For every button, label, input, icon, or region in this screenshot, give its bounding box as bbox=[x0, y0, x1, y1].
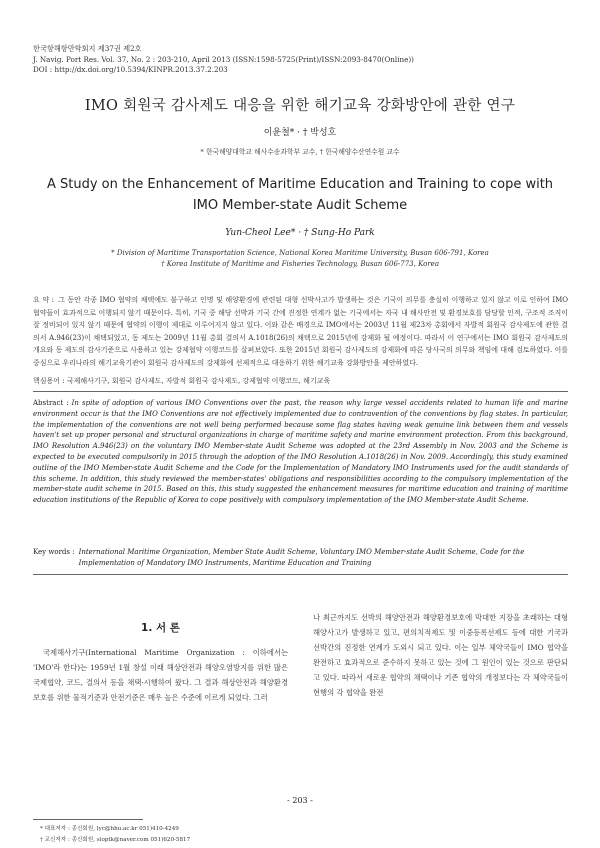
divider-top bbox=[33, 391, 568, 392]
title-korean: IMO 회원국 감사제도 대응을 위한 해기교육 강화방안에 관한 연구 bbox=[84, 98, 516, 114]
authors-korean: 이윤철* · † 박성호 bbox=[263, 128, 337, 138]
footnote-2: † 교신저자 : 종신회원, sloptk@naver.com 051)620-5817 bbox=[40, 837, 191, 843]
abstract-korean-text: 그 동안 각종 IMO 협약의 채택에도 불구하고 인명 및 해양환경에 관련된 대형 선박사고가 발생하는 것은 기국이 의무를 충실히 이행하고 있지 않고 이로 인하여 IMO 협약들이 효과적으로 이행되지 않기 때문이다. 특히, 기국 중 해당 선박과 기국 간에 진정한 연계가 없는 기국에서는 자국 내 해사안전 및 환경보호를 담당할 인적, 구조적 조직이 잘 정비되어 있지 않기 때문에 협약의 이행이 제대로 이루어지지 않고 있다. 이와 같은 배경으로 IMO에서는 2003년 11월 제23차 총회에서 자발적 회원국 감사제도에 관한 결의서 A.946(23)이 채택되었고, 동 제도는 2009년 11월 총회 결의서 A.1018(26)의 채택으로 2015년에 강제화 될 예정이다. 따라서 이 연구에서는 IMO 회원국 감사제도의 개요와 동 제도의 감사기준으로 사용하고 있는 강제협약 이행코드를 살펴보았다. 또한 2015년 회원국 감사제도의 강제화에 따른 당사국의 의무와 책임에 대해 검토하였다. 이를 중심으로 우리나라의 해기교육기관이 회원국 감사제도의 강제화에 선제적으로 대응하기 위한 해기교육 강화방안을 제안하였다. bbox=[33, 296, 568, 367]
title-english: A Study on the Enhancement of Maritime Education and Training to cope with IMO Member-state Audit Scheme bbox=[46, 177, 554, 213]
body-left-column: 국제해사기구(International Maritime Organization : 이하에서는 'IMO'라 한다)는 1959년 1월 창설 이래 해상안전과 해양오염방지를 위한 많은 국제협약, 코드, 결의서 등을 채택·시행하여 왔다. 그 결과 해상안전과 해양환경보호를 위한 물적기준과 안전기준은 매우 높은 수준에 이르게 되었다. 그러 bbox=[33, 648, 288, 702]
footnote-1: * 대표저자 : 종신회원, lyc@hhu.ac.kr 051)410-4249 bbox=[40, 826, 179, 832]
doi: DOI : http://dx.doi.org/10.5394/KINPR.2013.37.2.203 bbox=[33, 65, 228, 75]
abstract-korean bbox=[33, 294, 568, 370]
keywords-english bbox=[33, 547, 568, 569]
section-heading: 1. 서 론 bbox=[141, 622, 180, 634]
journal-header bbox=[33, 44, 414, 76]
abstract-english-label: Abstract : bbox=[33, 399, 69, 407]
page-number: - 203 - bbox=[287, 796, 313, 805]
body-right-column: 나 최근까지도 선박의 해양안전과 해양환경보호에 막대한 지장을 초래하는 대형 해양사고가 발생하고 있고, 편의치적제도 및 이중등록선제도 등에 대한 기국과 선박간의 진정한 연계가 도외시 되고 있다. 이는 일부 체약국들이 IMO 협약을 완전하고 효과적으로 준수하지 못하고 있는 것에 그 원인이 있는 것으로 판단되고 있다. 따라서 새로운 협약의 채택이나 기존 협약의 개정보다는 각 체약국들이 현행의 각 협약을 완전 bbox=[313, 613, 568, 697]
affiliations-english bbox=[0, 248, 600, 270]
affiliation-1: * Division of Maritime Transportation Science, National Korea Maritime University, Busan 606-791, Korea bbox=[111, 249, 489, 257]
journal-name-ko: 한국항해항만학회지 제37권 제2호 bbox=[33, 44, 142, 53]
keywords-korean: 핵심용어 : 국제해사기구, 회원국 감사제도, 자발적 회원국 감사제도, 강제협약 이행코드, 해기교육 bbox=[33, 377, 331, 385]
journal-citation: J. Navig. Port Res. Vol. 37, No. 2 : 203-210, April 2013 (ISSN:1598-5725(Print)/ISSN:2093-8470(Online)) bbox=[33, 54, 414, 64]
keywords-english-label: Key words : bbox=[33, 548, 75, 556]
abstract-english bbox=[33, 398, 568, 506]
affiliation-2: † Korea Institute of Maritime and Fisheries Technology, Busan 606-773, Korea bbox=[160, 260, 439, 268]
abstract-english-text: In spite of adoption of various IMO Conventions over the past, the reason why large vessel accidents related to human life and marine environment occur is that the IMO Conventions are not effectively implemented due to contravention of the conventions by flag states. In particular, the implementation of the conventions are not well being performed because some flag states having weak genuine link between them and vessels haven't set up proper personal and structural organizations in charge of maritime safety and marine environment protection. From this background, IMO Resolution A.946(23) on the voluntary IMO Member-state Audit Scheme was adopted at the 23rd Assembly in Nov. 2003 and the Scheme is expected to be executed compulsorily in 2015 through the adoption of the IMO Resolution A.1018(26) in Nov. 2009. Accordingly, this study examined outline of the IMO Member-state Audit Scheme and the Code for the Implementation of Mandatory IMO Instruments used for the audit standards of this scheme. In addition, this study reviewed the member-states' obligations and responsibilities according to the compulsory implementation of the member-state audit scheme in 2015. Based on this, this study suggested the enhancement measures for maritime education and training of maritime education institutions of the Republic of Korea to cope positively with compulsory implementation of the IMO Member-state Audit Scheme. bbox=[33, 399, 568, 505]
footnote-divider bbox=[33, 819, 143, 820]
divider-bottom bbox=[33, 574, 568, 575]
affiliations-korean: * 한국해양대학교 해사수송과학부 교수, † 한국해양수산연수원 교수 bbox=[200, 148, 400, 156]
keywords-english-text: International Maritime Organization, Member State Audit Scheme, Voluntary IMO Member-state Audit Scheme, Code for the Implementation of Mandatory IMO Instruments, Maritime Education and Training bbox=[78, 548, 525, 567]
abstract-korean-label: 요 약 : bbox=[33, 296, 55, 304]
authors-english: Yun-Cheol Lee* · † Sung-Ho Park bbox=[225, 228, 375, 238]
